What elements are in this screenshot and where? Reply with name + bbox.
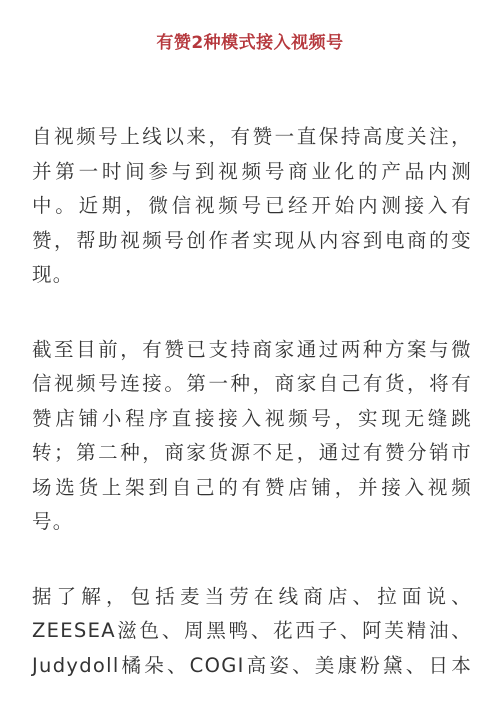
paragraph-brands — [32, 580, 472, 684]
text-line: 截至目前，有赞已支持商家通过两种方案与微 — [32, 337, 472, 361]
article-body — [32, 120, 472, 723]
text-line: 场选货上架到自己的有赞店铺，并接入视频 — [32, 475, 472, 499]
text-line: 并第一时间参与到视频号商业化的产品内测 — [32, 159, 472, 183]
text-line: ZEESEA滋色、周黑鸭、花西子、阿芙精油、 — [32, 619, 472, 642]
article-headline: 有赞2种模式接入视频号 — [156, 33, 344, 53]
text-line: 自视频号上线以来，有赞一直保持高度关注， — [32, 125, 472, 148]
text-line: 转；第二种，商家货源不足，通过有赞分销市 — [32, 441, 472, 464]
paragraph-intro — [32, 120, 472, 293]
text-line: 号。 — [32, 510, 74, 533]
paragraph-integration-modes — [32, 333, 472, 540]
text-line: 赞，帮助视频号创作者实现从内容到电商的变 — [32, 228, 472, 252]
text-line: 信视频号连接。第一种，商家自己有货，将有 — [32, 372, 472, 395]
text-line: 中。近期，微信视频号已经开始内测接入有 — [32, 194, 472, 217]
text-line: 现。 — [32, 263, 74, 286]
text-line: Judydoll橘朵、COGI高姿、美康粉黛、日本 — [32, 653, 472, 677]
text-line: 据了解，包括麦当劳在线商店、拉面说、 — [32, 584, 472, 608]
text-line: 赞店铺小程序直接接入视频号，实现无缝跳 — [32, 406, 472, 430]
